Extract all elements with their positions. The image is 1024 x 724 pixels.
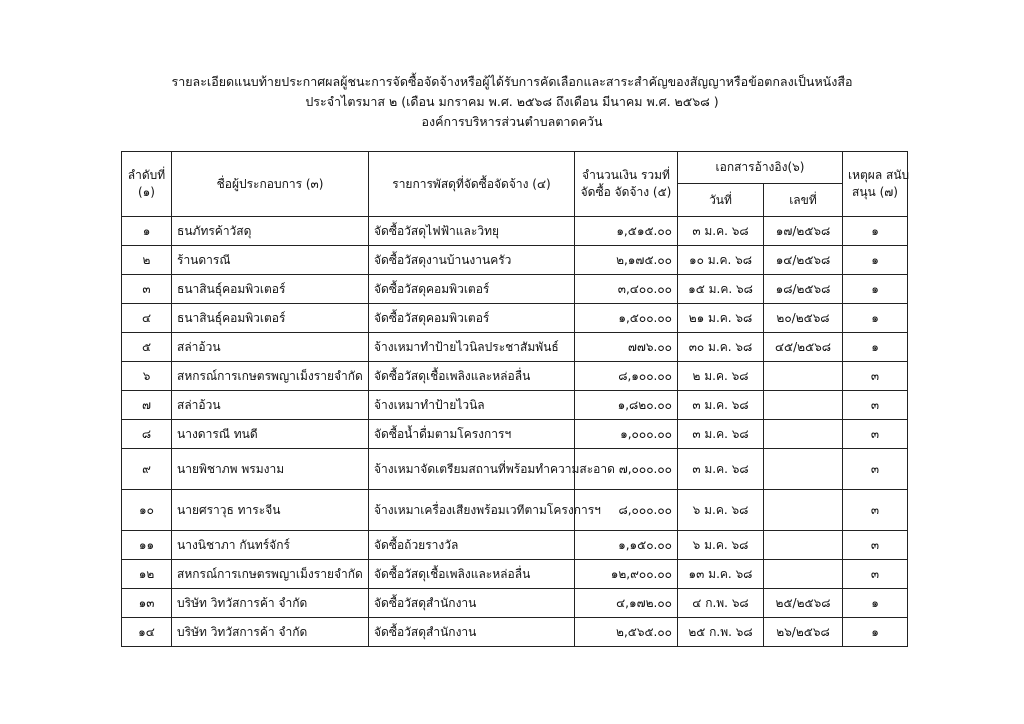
cell-item: จัดซื้อน้ำดื่มตามโครงการฯ [369,420,575,449]
cell-date: ๓ ม.ค. ๖๘ [678,391,764,420]
cell-amount: ๑,๕๐๐.๐๐ [575,304,678,333]
cell-item: จัดซื้อถ้วยรางวัล [369,531,575,560]
table-row [122,304,908,333]
cell-amount: ๑,๕๑๕.๐๐ [575,217,678,246]
cell-item: จัดซื้อวัสดุเชื้อเพลิงและหล่อลื่น [369,560,575,589]
table-row [122,490,908,531]
cell-vendor: ร้านดารณี [172,246,369,275]
header-no: ลำดับที่ (๑) [122,152,172,217]
cell-number [764,490,843,531]
cell-item: จ้างเหมาจัดเตรียมสถานที่พร้อมทำความสะอาด [369,449,575,490]
cell-item: จัดซื้อวัสดุเชื้อเพลิงและหล่อลื่น [369,362,575,391]
cell-vendor: บริษัท วิทวัสการค้า จำกัด [172,589,369,618]
document-period: ประจำไตรมาส ๒ (เดือน มกราคม พ.ศ. ๒๕๖๘ ถึงเดือน มีนาคม พ.ศ. ๒๕๖๘ ) [305,94,719,109]
cell-item: จ้างเหมาเครื่องเสียงพร้อมเวทีตามโครงการฯ [369,490,575,531]
cell-reason: ๑ [843,246,908,275]
table-body [122,217,908,647]
cell-amount: ๒,๑๗๕.๐๐ [575,246,678,275]
cell-vendor: สล่าอ้วน [172,391,369,420]
cell-reason: ๑ [843,589,908,618]
cell-item: จัดซื้อวัสดุไฟฟ้าและวิทยุ [369,217,575,246]
cell-item: จัดซื้อวัสดุสำนักงาน [369,589,575,618]
cell-no: ๒ [122,246,172,275]
cell-amount: ๘,๐๐๐.๐๐ [575,490,678,531]
cell-vendor: นายพิชาภพ พรมงาม [172,449,369,490]
cell-reason: ๓ [843,420,908,449]
cell-amount: ๓,๔๐๐.๐๐ [575,275,678,304]
header-vendor: ชื่อผู้ประกอบการ (๓) [172,152,369,217]
cell-vendor: สหกรณ์การเกษตรพญาเม็งรายจำกัด [172,560,369,589]
cell-number [764,531,843,560]
table-row [122,618,908,647]
procurement-table [121,151,908,647]
table-row [122,449,908,490]
cell-number [764,420,843,449]
cell-item: จัดซื้อวัสดุงานบ้านงานครัว [369,246,575,275]
cell-vendor: นายศราวุธ ทาระจีน [172,490,369,531]
cell-reason: ๓ [843,391,908,420]
cell-number: ๑๗/๒๕๖๘ [764,217,843,246]
cell-no: ๑๓ [122,589,172,618]
cell-amount: ๑,๐๐๐.๐๐ [575,420,678,449]
cell-no: ๙ [122,449,172,490]
cell-reason: ๑ [843,304,908,333]
cell-amount: ๑๒,๙๐๐.๐๐ [575,560,678,589]
cell-no: ๑๒ [122,560,172,589]
cell-number [764,391,843,420]
table-row [122,217,908,246]
cell-date: ๑๕ ม.ค. ๖๘ [678,275,764,304]
cell-date: ๔ ก.พ. ๖๘ [678,589,764,618]
cell-date: ๓๐ ม.ค. ๖๘ [678,333,764,362]
table-row [122,589,908,618]
cell-vendor: นางนิชาภา กันทร์จักร์ [172,531,369,560]
cell-vendor: นางดารณี ทนดี [172,420,369,449]
header-reference-group: เอกสารอ้างอิง(๖) [678,152,843,184]
cell-date: ๑๐ ม.ค. ๖๘ [678,246,764,275]
cell-reason: ๓ [843,531,908,560]
cell-no: ๑ [122,217,172,246]
cell-vendor: บริษัท วิทวัสการค้า จำกัด [172,618,369,647]
cell-vendor: สหกรณ์การเกษตรพญาเม็งรายจำกัด [172,362,369,391]
cell-number [764,449,843,490]
header-item: รายการพัสดุที่จัดซื้อจัดจ้าง (๔) [369,152,575,217]
table-row [122,333,908,362]
cell-vendor: ธนาสินธุ์คอมพิวเตอร์ [172,304,369,333]
cell-number: ๒๖/๒๕๖๘ [764,618,843,647]
cell-amount: ๑,๑๕๐.๐๐ [575,531,678,560]
cell-number: ๒๐/๒๕๖๘ [764,304,843,333]
header-amount: จำนวนเงิน รวมที่ จัดซื้อ จัดจ้าง (๕) [575,152,678,217]
cell-amount: ๗,๐๐๐.๐๐ [575,449,678,490]
cell-vendor: ธนภัทรค้าวัสดุ [172,217,369,246]
cell-reason: ๑ [843,275,908,304]
cell-date: ๒๕ ก.พ. ๖๘ [678,618,764,647]
cell-number: ๑๔/๒๕๖๘ [764,246,843,275]
cell-no: ๗ [122,391,172,420]
cell-date: ๖ ม.ค. ๖๘ [678,531,764,560]
cell-date: ๒ ม.ค. ๖๘ [678,362,764,391]
header-ref-number: เลขที่ [764,184,843,217]
cell-amount: ๑,๘๒๐.๐๐ [575,391,678,420]
cell-item: จัดซื้อวัสดุคอมพิวเตอร์ [369,304,575,333]
table-row [122,275,908,304]
cell-no: ๖ [122,362,172,391]
cell-vendor: สล่าอ้วน [172,333,369,362]
cell-no: ๑๐ [122,490,172,531]
table-row [122,362,908,391]
cell-number: ๔๕/๒๕๖๘ [764,333,843,362]
cell-date: ๑๓ ม.ค. ๖๘ [678,560,764,589]
cell-reason: ๑ [843,217,908,246]
cell-reason: ๓ [843,362,908,391]
cell-reason: ๓ [843,490,908,531]
cell-date: ๖ ม.ค. ๖๘ [678,490,764,531]
cell-number: ๒๕/๒๕๖๘ [764,589,843,618]
table-row [122,531,908,560]
cell-date: ๓ ม.ค. ๖๘ [678,217,764,246]
cell-item: จัดซื้อวัสดุสำนักงาน [369,618,575,647]
cell-reason: ๓ [843,560,908,589]
cell-no: ๕ [122,333,172,362]
cell-amount: ๘,๑๐๐.๐๐ [575,362,678,391]
table-row [122,246,908,275]
cell-no: ๑๔ [122,618,172,647]
cell-number [764,362,843,391]
cell-item: จัดซื้อวัสดุคอมพิวเตอร์ [369,275,575,304]
header-reason: เหตุผล สนับ สนุน (๗) [843,152,908,217]
table-row [122,560,908,589]
document-organization: องค์การบริหารส่วนตำบลตาดควัน [421,114,603,129]
cell-reason: ๑ [843,333,908,362]
cell-no: ๓ [122,275,172,304]
table-row [122,420,908,449]
cell-no: ๔ [122,304,172,333]
cell-item: จ้างเหมาทำป้ายไวนิลประชาสัมพันธ์ [369,333,575,362]
cell-no: ๑๑ [122,531,172,560]
cell-number: ๑๘/๒๕๖๘ [764,275,843,304]
cell-item: จ้างเหมาทำป้ายไวนิล [369,391,575,420]
cell-date: ๓ ม.ค. ๖๘ [678,420,764,449]
cell-reason: ๑ [843,618,908,647]
cell-no: ๘ [122,420,172,449]
cell-amount: ๗๗๖.๐๐ [575,333,678,362]
cell-vendor: ธนาสินธุ์คอมพิวเตอร์ [172,275,369,304]
cell-amount: ๒,๕๖๕.๐๐ [575,618,678,647]
document-header [0,72,1024,132]
cell-date: ๒๑ ม.ค. ๖๘ [678,304,764,333]
header-ref-date: วันที่ [678,184,764,217]
cell-number [764,560,843,589]
cell-date: ๓ ม.ค. ๖๘ [678,449,764,490]
table-row [122,391,908,420]
cell-reason: ๓ [843,449,908,490]
cell-amount: ๔,๑๗๒.๐๐ [575,589,678,618]
document-title: รายละเอียดแนบท้ายประกาศผลผู้ชนะการจัดซื้อจัดจ้างหรือผู้ได้รับการคัดเลือกและสาระสำคัญของสัญญาหรือข้อตกลงเป็นหนังสือ [171,74,853,89]
